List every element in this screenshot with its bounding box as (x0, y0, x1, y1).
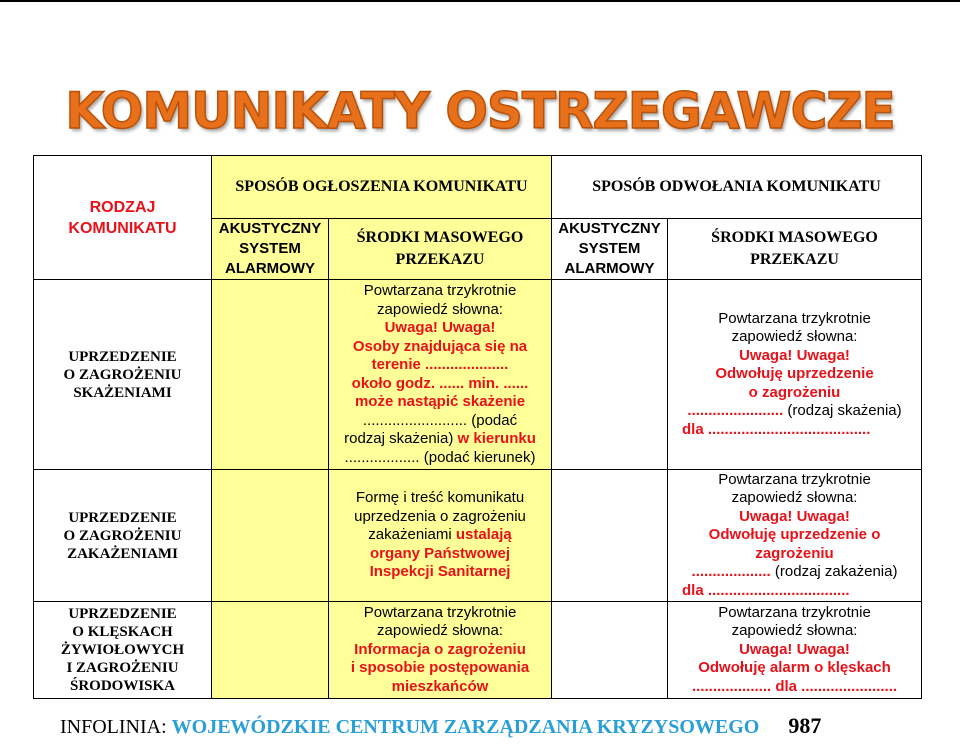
message-segment: ....................... (687, 402, 788, 420)
message-line (329, 430, 551, 449)
text-line: RODZAJ (89, 198, 156, 216)
row-cancel-acoustic (552, 602, 668, 699)
subheader-announce-media (329, 219, 552, 280)
row-label (34, 509, 211, 563)
message-line: zapowiedź słowna: (731, 328, 858, 346)
message-line: Uwaga! Uwaga! (384, 319, 496, 336)
message-text (668, 604, 921, 697)
header-announce (212, 156, 552, 219)
text-line: UPRZEDZENIE (68, 509, 177, 526)
row-label-cell (34, 602, 212, 699)
footer-organization: WOJEWÓDZKIE CENTRUM ZARZĄDZANIA KRYZYSOWEGO (171, 716, 760, 738)
text-line: O ZAGROŻENIU (63, 527, 182, 544)
message-line: Informacja o zagrożeniu (354, 640, 526, 658)
row-label-cell (34, 280, 212, 470)
text-line: O KLĘSKACH (72, 624, 173, 640)
message-line: Uwaga! Uwaga! (739, 507, 850, 525)
row-label (34, 605, 211, 695)
message-line: mieszkańców (391, 677, 489, 695)
footer-phone-number: 987 (788, 713, 822, 738)
row-announce-acoustic (212, 280, 329, 470)
footer-infoline (60, 713, 821, 739)
warning-messages-table (33, 155, 922, 699)
text-line: O ZAGROŻENIU (63, 366, 182, 383)
message-line: zapowiedź słowna: (377, 622, 503, 640)
message-segment: ................... (691, 563, 775, 581)
footer-label: INFOLINIA: (60, 716, 167, 738)
message-line: Inspekcji Sanitarnej (369, 563, 511, 581)
subheader-media-text (668, 227, 921, 271)
message-line: Odwołuję alarm o klęskach (698, 659, 891, 677)
row-label (34, 348, 211, 402)
message-line: uprzedzenia o zagrożeniu (354, 507, 526, 525)
message-line: ................... dla ....................... (691, 677, 898, 695)
message-line: organy Państwowej (369, 544, 511, 562)
text-line: KOMUNIKATU (68, 219, 177, 237)
message-line: Powtarzana trzykrotnie (718, 470, 871, 488)
text-line: SYSTEM (578, 240, 641, 257)
text-line: ŚRODOWISKA (69, 678, 176, 694)
message-line: dla ....................................... (682, 420, 871, 438)
header-rodzaj (34, 156, 212, 280)
message-line: i sposobie postępowania (350, 659, 530, 677)
message-segment: (rodzaj skażenia) (787, 402, 902, 420)
message-line (668, 563, 921, 582)
text-line: SKAŻENIAMI (73, 384, 172, 401)
row-announce-acoustic (212, 602, 329, 699)
message-text (668, 471, 921, 601)
message-line: .................. (podać kierunek) (344, 448, 536, 466)
row-cancel-media (668, 280, 922, 470)
row-announce-acoustic (212, 470, 329, 602)
message-line (329, 526, 551, 545)
row-cancel-acoustic (552, 280, 668, 470)
message-line: Odwołuję uprzedzenie o (708, 526, 881, 544)
message-line: Powtarzana trzykrotnie (363, 603, 517, 621)
message-line: Uwaga! Uwaga! (739, 346, 850, 364)
row-label-cell (34, 470, 212, 602)
message-line: Powtarzana trzykrotnie (718, 603, 871, 621)
subheader-cancel-acoustic (552, 219, 668, 280)
message-line: Uwaga! Uwaga! (739, 640, 850, 658)
text-line: ALARMOWY (564, 260, 655, 277)
text-line: UPRZEDZENIE (68, 348, 177, 365)
message-text (329, 489, 551, 582)
top-border-line (0, 0, 960, 2)
text-line: ŻYWIOŁOWYCH (60, 642, 185, 658)
message-segment: ustalają (455, 526, 512, 544)
text-line: PRZEKAZU (395, 251, 485, 268)
row-announce-media (329, 470, 552, 602)
row-announce-media (329, 602, 552, 699)
message-line: może nastąpić skażenie (354, 393, 526, 410)
text-line: ALARMOWY (225, 260, 315, 277)
text-line: UPRZEDZENIE (68, 606, 177, 622)
message-text (329, 604, 551, 697)
message-segment: zakażeniami (368, 526, 456, 544)
text-line: ZAKAŻENIAMI (67, 545, 178, 562)
header-cancel-text: SPOSÓB ODWOŁANIA KOMUNIKATU (592, 178, 881, 195)
message-segment: rodzaj skażenia) (344, 430, 458, 447)
message-line: ......................... (podać (362, 411, 518, 429)
message-line: Powtarzana trzykrotnie (363, 282, 517, 299)
message-text (329, 282, 551, 467)
subheader-acoustic-text (212, 219, 328, 279)
row-announce-media (329, 280, 552, 470)
header-announce-text: SPOSÓB OGŁOSZENIA KOMUNIKATU (235, 178, 528, 195)
row-cancel-acoustic (552, 470, 668, 602)
message-text (668, 310, 921, 440)
header-rodzaj-text (34, 197, 211, 239)
message-line: Formę i treść komunikatu (355, 489, 525, 507)
message-line: dla .................................. (682, 581, 850, 599)
subheader-cancel-media (668, 219, 922, 280)
text-line: I ZAGROŻENIU (66, 660, 179, 676)
text-line: SYSTEM (239, 240, 301, 257)
message-segment: w kierunku (457, 430, 536, 447)
message-line: terenie .................... (371, 356, 509, 373)
page-title: KOMUNIKATY OSTRZEGAWCZE (65, 82, 895, 140)
message-line: Powtarzana trzykrotnie (718, 309, 871, 327)
message-line: zagrożeniu (755, 544, 834, 562)
message-line: około godz. ...... min. ...... (351, 374, 529, 392)
message-line: Odwołuję uprzedzenie (715, 365, 874, 383)
header-cancel (552, 156, 922, 219)
message-line: o zagrożeniu (748, 383, 841, 401)
text-line: AKUSTYCZNY (558, 220, 661, 237)
message-line: zapowiedź słowna: (731, 489, 858, 507)
subheader-media-text (329, 227, 551, 271)
text-line: ŚRODKI MASOWEGO (356, 229, 524, 246)
message-line (668, 402, 921, 421)
text-line: PRZEKAZU (750, 251, 839, 268)
message-line: zapowiedź słowna: (377, 300, 503, 318)
message-line: Osoby znajdująca się na (352, 337, 528, 355)
text-line: ŚRODKI MASOWEGO (711, 229, 878, 246)
text-line: AKUSTYCZNY (218, 220, 322, 237)
subheader-announce-acoustic (212, 219, 329, 280)
row-cancel-media (668, 470, 922, 602)
message-line: zapowiedź słowna: (731, 622, 858, 640)
subheader-acoustic-text (552, 219, 667, 279)
message-segment: (rodzaj zakażenia) (774, 563, 898, 581)
row-cancel-media (668, 602, 922, 699)
